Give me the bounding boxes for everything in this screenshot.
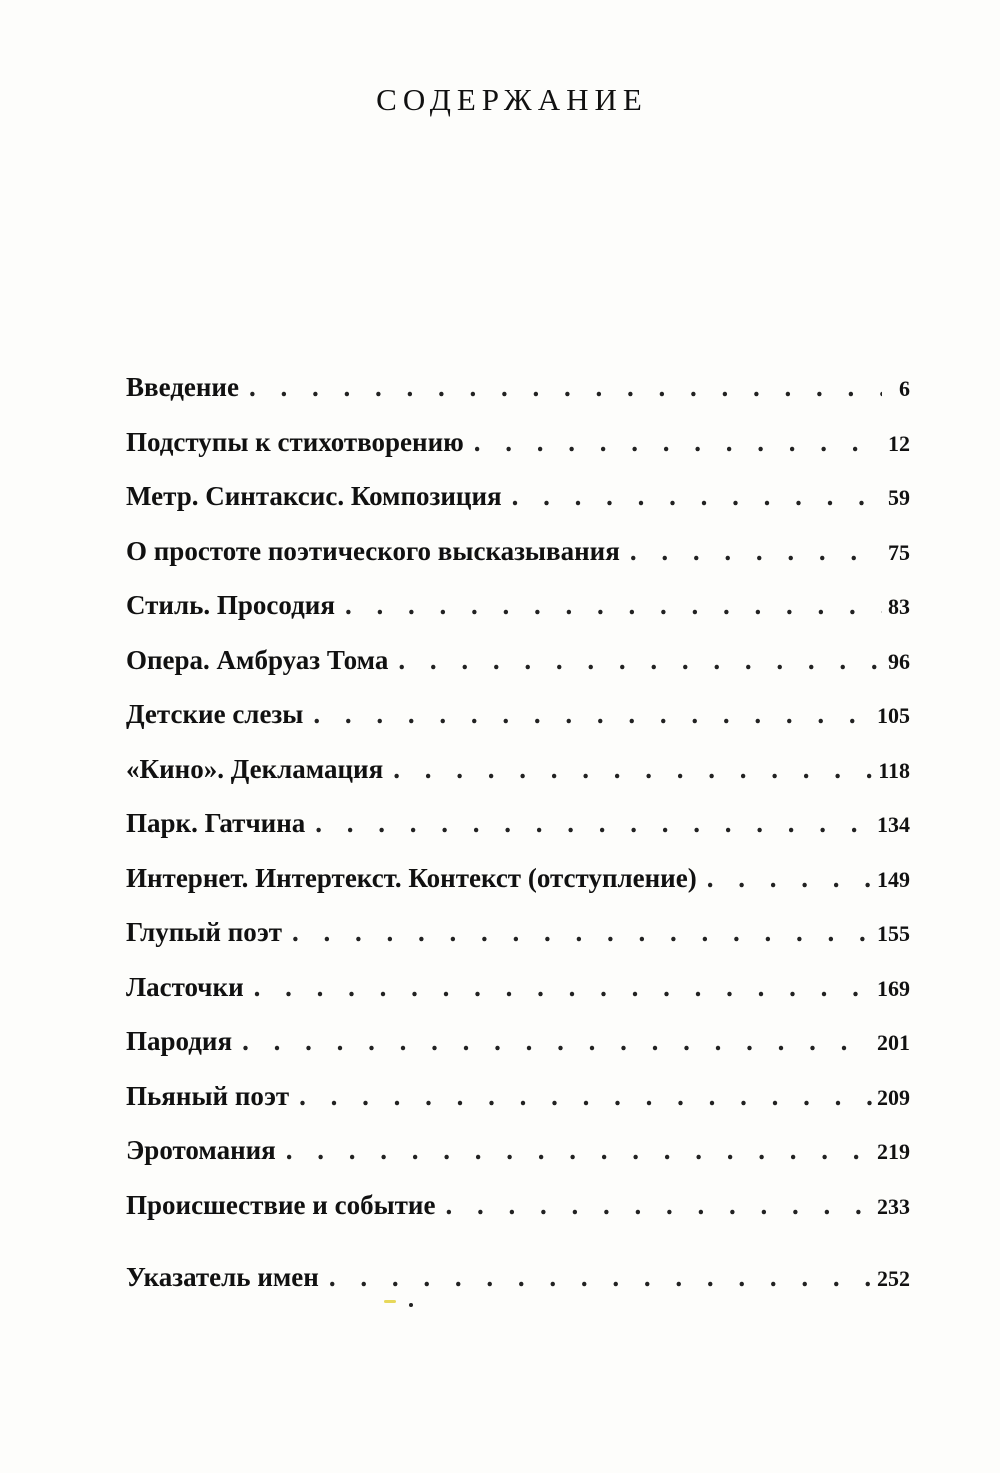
toc-entry-page: 96: [888, 648, 910, 674]
dot-leader: [249, 360, 882, 415]
toc-entry-page: 149: [877, 866, 910, 892]
dot-leader: [707, 851, 873, 906]
toc-entry: [126, 796, 910, 851]
toc-entry-title: Стиль. Просодия: [126, 590, 335, 620]
paper-speck: [384, 1300, 396, 1303]
toc-entry: [126, 469, 910, 524]
toc-entry-page: 83: [888, 594, 910, 619]
toc-entry-page: 75: [888, 539, 910, 565]
toc-entry-page: 118: [878, 757, 910, 783]
toc-entry: [126, 524, 910, 579]
dot-leader: [398, 633, 882, 688]
dot-leader: [315, 796, 873, 851]
dot-leader: [393, 742, 874, 797]
toc-entry-index: [126, 1250, 910, 1305]
toc-entry: [126, 851, 910, 906]
toc-entry-title: «Кино». Декламация: [126, 753, 384, 784]
toc-entry: [126, 1069, 910, 1124]
toc-entry-page: 201: [877, 1030, 910, 1055]
toc-entry-title: О простоте поэтического высказывания: [126, 535, 620, 566]
toc-entry-page: 59: [888, 485, 910, 510]
toc-entry-title: Происшествие и событие: [126, 1189, 436, 1220]
toc-entry-page: 169: [877, 975, 910, 1001]
toc-entry: [126, 1014, 910, 1069]
toc-entry-page: 219: [877, 1139, 910, 1164]
toc-entry: [126, 1178, 910, 1233]
dot-leader: [474, 415, 882, 470]
toc-entry-title: Детские слезы: [126, 699, 304, 729]
toc-entry: [126, 360, 910, 415]
toc-entry: [126, 742, 910, 797]
dot-leader: [242, 1014, 873, 1069]
toc-entry: [126, 905, 910, 960]
toc-entry-title: Метр. Синтаксис. Композиция: [126, 481, 502, 511]
toc-entry-title: Указатель имен: [126, 1262, 319, 1292]
toc-entry-page: 209: [877, 1084, 910, 1110]
dot-leader: [299, 1069, 873, 1124]
table-of-contents: [126, 360, 910, 1305]
toc-entry: [126, 415, 910, 470]
dot-leader: [329, 1250, 873, 1305]
toc-entry-page: 6: [899, 376, 910, 401]
toc-entry: [126, 960, 910, 1015]
toc-entry-page: 155: [877, 921, 910, 946]
toc-entry-page: 12: [888, 430, 910, 456]
dot-leader: [630, 524, 882, 579]
dot-leader: [313, 687, 873, 742]
toc-entry: [126, 1123, 910, 1178]
toc-entry-title: Парк. Гатчина: [126, 808, 306, 838]
toc-entry-title: Пьяный поэт: [126, 1080, 290, 1111]
paper-speck: [409, 1303, 413, 1307]
page-title: СОДЕРЖАНИЕ: [376, 82, 648, 117]
dot-leader: [254, 960, 873, 1015]
toc-entry-title: Подступы к стихотворению: [126, 426, 464, 457]
toc-entry-title: Ласточки: [126, 971, 244, 1002]
dot-leader: [292, 905, 873, 960]
toc-entry-page: 252: [877, 1266, 910, 1291]
toc-entry-title: Эротомания: [126, 1135, 276, 1165]
dot-leader: [286, 1123, 873, 1178]
dot-leader: [445, 1178, 873, 1233]
toc-entry-page: 105: [877, 703, 910, 728]
dot-leader: [512, 469, 882, 524]
toc-entry: [126, 687, 910, 742]
toc-entry-page: 233: [877, 1193, 910, 1219]
toc-entry-title: Опера. Амбруаз Тома: [126, 644, 389, 675]
toc-entry-title: Интернет. Интертекст. Контекст (отступление): [126, 862, 697, 893]
toc-entry-page: 134: [877, 812, 910, 837]
toc-entry-title: Введение: [126, 372, 239, 402]
toc-entry: [126, 578, 910, 633]
toc-entry-title: Глупый поэт: [126, 917, 283, 947]
toc-entry: [126, 633, 910, 688]
dot-leader: [345, 578, 882, 633]
toc-entry-title: Пародия: [126, 1026, 233, 1056]
